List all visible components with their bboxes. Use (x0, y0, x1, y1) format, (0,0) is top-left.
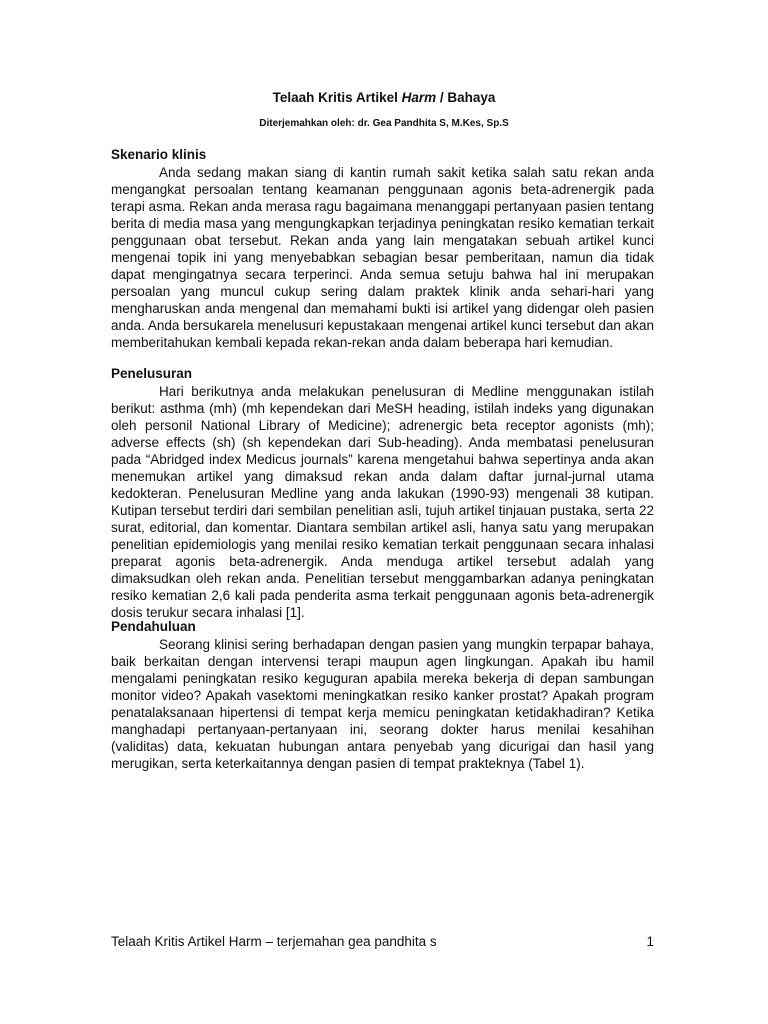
section-heading: Skenario klinis (111, 147, 207, 162)
section-penelusuran (111, 365, 654, 621)
translator-credit: Diterjemahkan oleh: dr. Gea Pandhita S, M.Kes, Sp.S (259, 118, 509, 129)
footer-text: Telaah Kritis Artikel Harm – terjemahan gea pandhita s (111, 934, 437, 949)
section-paragraph: Anda sedang makan siang di kantin rumah sakit ketika salah satu rekan anda mengangkat persoalan tentang keamanan penggunaan agonis beta-adrenergik pada terapi asma. Rekan anda merasa ragu bagaimana menanggapi pertanyaan pasien tentang berita di media masa yang mengungkapkan terjadinya peningkatan resiko kematian terkait penggunaan obat tersebut. Rekan anda yang lain mengatakan sebuah artikel kunci mengenai topik ini yang menyebabkan sebagian besar pemberitaan, namun dia tidak dapat mengingatnya secara terperinci. Anda semua setuju bahwa hal ini merupakan persoalan yang muncul cukup sering dalam praktek klinik anda sehari-hari yang mengharuskan anda mengenal dan memahami bukti isi artikel yang didengar oleh pasien anda. Anda bersukarela menelusuri kepustakaan mengenai artikel kunci tersebut dan akan memberitahukan kembali kepada rekan-rekan anda dalam beberapa hari kemudian. (111, 165, 654, 350)
section-heading: Penelusuran (111, 366, 193, 381)
title-italic: Harm (401, 90, 437, 105)
section-pendahuluan (111, 618, 654, 772)
section-skenario-klinis (111, 146, 654, 351)
title-prefix: Telaah Kritis Artikel (272, 90, 402, 105)
section-heading: Pendahuluan (111, 619, 196, 634)
page-number: 1 (646, 934, 654, 949)
title-suffix: / Bahaya (436, 90, 496, 105)
document-title (0, 90, 768, 105)
section-paragraph: Hari berikutnya anda melakukan penelusuran di Medline menggunakan istilah berikut: asthma (mh) (mh kependekan dari MeSH heading, istilah indeks yang digunakan oleh personil National Library of Medicine); adrenergic beta receptor agonists (mh); adverse effects (sh) (sh kependekan dari Sub-heading). Anda membatasi penelusuran pada “Abridged index Medicus journals” karena mengetahui bahwa sepertinya anda akan menemukan artikel yang dimaksud rekan anda dalam daftar jurnal-jurnal utama kedokteran. Penelusuran Medline yang anda lakukan (1990-93) mengenali 38 kutipan. Kutipan tersebut terdiri dari sembilan penelitian asli, tujuh artikel tinjauan pustaka, serta 22 surat, editorial, dan komentar. Diantara sembilan artikel asli, hanya satu yang merupakan penelitian epidemiologis yang menilai resiko kematian terkait penggunaan secara inhalasi preparat agonis beta-adrenergik. Anda menduga artikel tersebut adalah yang dimaksudkan oleh rekan anda. Penelitian tersebut menggambarkan adanya peningkatan resiko kematian 2,6 kali pada penderita asma terkait penggunaan agonis beta-adrenergik dosis terukur secara inhalasi [1]. (111, 384, 654, 620)
section-paragraph: Seorang klinisi sering berhadapan dengan pasien yang mungkin terpapar bahaya, baik berkaitan dengan intervensi terapi maupun agen lingkungan. Apakah ibu hamil mengalami peningkatan resiko keguguran apabila mereka bekerja di depan sambungan monitor video? Apakah vasektomi meningkatkan resiko kanker prostat? Apakah program penatalaksanaan hipertensi di tempat kerja memicu peningkatan ketidakhadiran? Ketika manghadapi pertanyaan-pertanyaan ini, seorang dokter harus menilai kesahihan (validitas) data, kekuatan hubungan antara penyebab yang dicurigai dan hasil yang merugikan, serta keterkaitannya dengan pasien di tempat prakteknya (Tabel 1). (111, 637, 654, 771)
